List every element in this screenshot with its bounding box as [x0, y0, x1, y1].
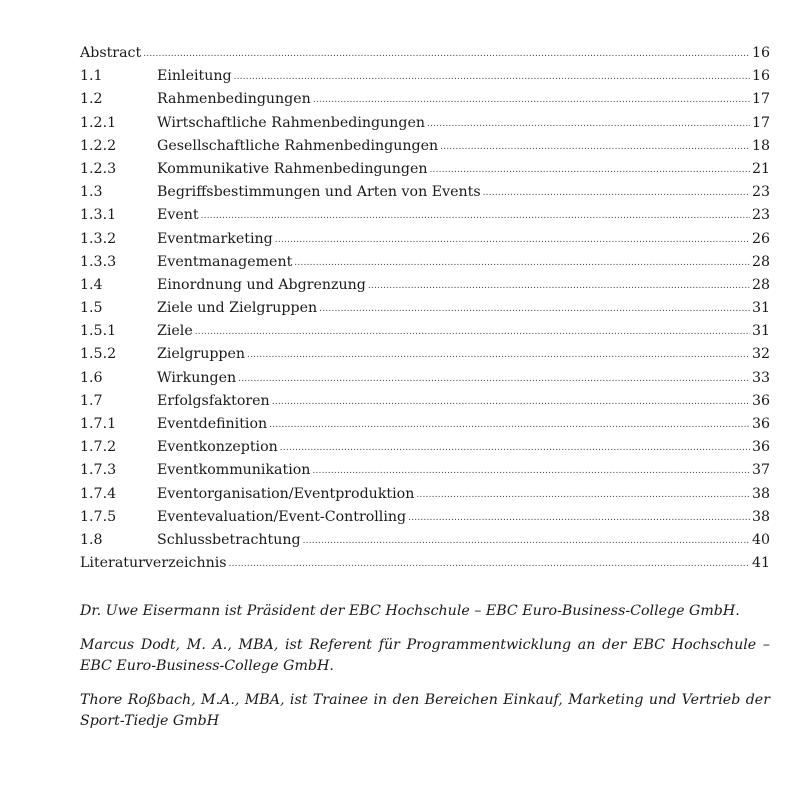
toc-page-number: 26	[751, 230, 770, 247]
toc-page-number: 40	[751, 531, 770, 548]
toc-section-number: 1.1	[80, 68, 103, 85]
author-note: Dr. Uwe Eisermann ist Präsident der EBC Hochschule – EBC Euro-Business-College GmbH.	[80, 603, 740, 619]
toc-dot-leader	[440, 136, 750, 159]
toc-title: Abstract	[80, 45, 142, 61]
toc-entry[interactable]	[80, 112, 770, 135]
toc-title: Eventkommunikation	[157, 462, 311, 479]
toc-section-number: 1.3.2	[80, 230, 117, 247]
toc-title: Rahmenbedingungen	[157, 91, 311, 108]
toc-title: Literaturverzeichnis	[80, 555, 227, 572]
toc-page-number: 38	[751, 508, 770, 525]
toc-entry[interactable]	[80, 459, 770, 482]
toc-dot-leader	[234, 66, 750, 89]
toc-section-number: 1.2.3	[80, 160, 117, 177]
toc-title: Event	[157, 207, 199, 224]
toc-entry-literaturverzeichnis[interactable]	[80, 552, 770, 575]
toc-page-number: 17	[751, 91, 770, 108]
toc-title: Schlussbetrachtung	[157, 531, 301, 548]
toc-title: Begriffsbestimmungen und Arten von Events	[157, 184, 481, 201]
toc-page-number: 41	[751, 555, 770, 572]
toc-dot-leader	[303, 530, 750, 553]
toc-title: Ziele	[157, 323, 193, 340]
toc-section-number: 1.7.1	[80, 416, 117, 432]
toc-title: Kommunikative Rahmenbedingungen	[157, 160, 428, 177]
toc-dot-leader	[427, 113, 750, 136]
toc-dot-leader	[368, 275, 750, 298]
toc-page-number: 38	[751, 485, 770, 502]
toc-page-number: 28	[751, 276, 770, 293]
toc-entry[interactable]	[80, 483, 770, 506]
toc-page-number: 17	[751, 114, 770, 131]
toc-dot-leader	[195, 321, 750, 344]
toc-dot-leader	[280, 437, 750, 460]
toc-page-number: 23	[751, 184, 770, 201]
toc-section-number: 1.5	[80, 300, 103, 317]
toc-title: Einleitung	[157, 68, 232, 85]
toc-section-number: 1.6	[80, 369, 103, 386]
toc-dot-leader	[313, 89, 750, 112]
toc-section-number: 1.7	[80, 392, 103, 409]
toc-dot-leader	[269, 414, 750, 437]
toc-dot-leader	[294, 252, 750, 275]
toc-page-number: 28	[751, 253, 770, 270]
toc-section-number: 1.7.2	[80, 439, 117, 456]
toc-title: Eventorganisation/Eventproduktion	[157, 485, 415, 502]
toc-section-number: 1.7.4	[80, 485, 117, 502]
toc-dot-leader	[201, 205, 750, 228]
toc-title: Wirkungen	[157, 369, 237, 386]
toc-entry[interactable]	[80, 320, 770, 343]
toc-entry[interactable]	[80, 88, 770, 111]
toc-entry[interactable]	[80, 436, 770, 459]
toc-dot-leader	[143, 43, 750, 66]
toc-entry[interactable]	[80, 274, 770, 297]
toc-entry-abstract[interactable]	[80, 42, 770, 65]
toc-dot-leader	[319, 298, 750, 321]
toc-page-number: 23	[751, 207, 770, 224]
toc-entry[interactable]	[80, 251, 770, 274]
toc-title: Ziele und Zielgruppen	[157, 300, 318, 317]
toc-entry[interactable]	[80, 506, 770, 529]
toc-title: Eventevaluation/Event-Controlling	[157, 508, 407, 525]
toc-section-number: 1.2	[80, 91, 103, 108]
toc-entry[interactable]	[80, 135, 770, 158]
table-of-contents	[80, 42, 770, 575]
toc-section-number: 1.2.2	[80, 137, 117, 154]
toc-dot-leader	[238, 368, 750, 391]
toc-page-number: 33	[751, 369, 770, 386]
toc-dot-leader	[275, 229, 750, 252]
toc-section-number: 1.5.2	[80, 346, 117, 363]
toc-dot-leader	[247, 344, 750, 367]
toc-title: Erfolgsfaktoren	[157, 392, 270, 409]
toc-section-number: 1.3.1	[80, 207, 117, 224]
author-note: Thore Roßbach, M.A., MBA, ist Trainee in den Bereichen Einkauf, Marketing und Vertrieb der Sport-Tiedje GmbH	[80, 692, 770, 729]
toc-section-number: 1.4	[80, 276, 103, 293]
toc-title: Zielgruppen	[157, 346, 246, 363]
toc-page-number: 36	[751, 392, 770, 409]
toc-title: Wirtschaftliche Rahmenbedingungen	[157, 114, 425, 131]
toc-entry[interactable]	[80, 65, 770, 88]
toc-dot-leader	[430, 159, 750, 182]
toc-page-number: 21	[751, 160, 770, 177]
toc-page-number: 16	[751, 45, 770, 61]
toc-title: Eventmanagement	[157, 253, 293, 270]
toc-section-number: 1.7.3	[80, 462, 117, 479]
toc-page-number: 37	[751, 462, 770, 479]
toc-section-number: 1.3.3	[80, 253, 117, 270]
toc-title: Eventkonzeption	[157, 439, 278, 456]
toc-entry[interactable]	[80, 413, 770, 436]
toc-entry[interactable]	[80, 529, 770, 552]
author-notes	[80, 601, 770, 745]
toc-title: Einordnung und Abgrenzung	[157, 276, 366, 293]
toc-title: Eventdefinition	[157, 416, 268, 432]
toc-entry[interactable]	[80, 158, 770, 181]
toc-dot-leader	[483, 182, 750, 205]
toc-dot-leader	[408, 507, 750, 530]
toc-page-number: 31	[751, 300, 770, 317]
toc-entry[interactable]	[80, 367, 770, 390]
toc-page-number: 31	[751, 323, 770, 340]
toc-entry[interactable]	[80, 297, 770, 320]
toc-entry[interactable]	[80, 390, 770, 413]
toc-page-number: 32	[751, 346, 770, 363]
toc-dot-leader	[229, 553, 750, 576]
author-note: Marcus Dodt, M. A., MBA, ist Referent für Programmentwicklung an der EBC Hochschule – EBC Euro-Business-College GmbH.	[80, 637, 770, 674]
toc-dot-leader	[272, 391, 750, 414]
toc-section-number: 1.5.1	[80, 323, 117, 340]
toc-page-number: 16	[751, 68, 770, 85]
toc-section-number: 1.2.1	[80, 114, 117, 131]
toc-page-number: 36	[751, 439, 770, 456]
toc-section-number: 1.7.5	[80, 508, 117, 525]
toc-dot-leader	[312, 460, 750, 483]
toc-entry[interactable]	[80, 343, 770, 366]
toc-section-number: 1.8	[80, 531, 103, 548]
toc-dot-leader	[416, 484, 750, 507]
toc-entry[interactable]	[80, 181, 770, 204]
toc-title: Gesellschaftliche Rahmenbedingungen	[157, 137, 439, 154]
toc-page-number: 18	[751, 137, 770, 154]
toc-entry[interactable]	[80, 204, 770, 227]
toc-title: Eventmarketing	[157, 230, 273, 247]
toc-section-number: 1.3	[80, 184, 103, 201]
toc-page-number: 36	[751, 416, 770, 432]
toc-entry[interactable]	[80, 228, 770, 251]
